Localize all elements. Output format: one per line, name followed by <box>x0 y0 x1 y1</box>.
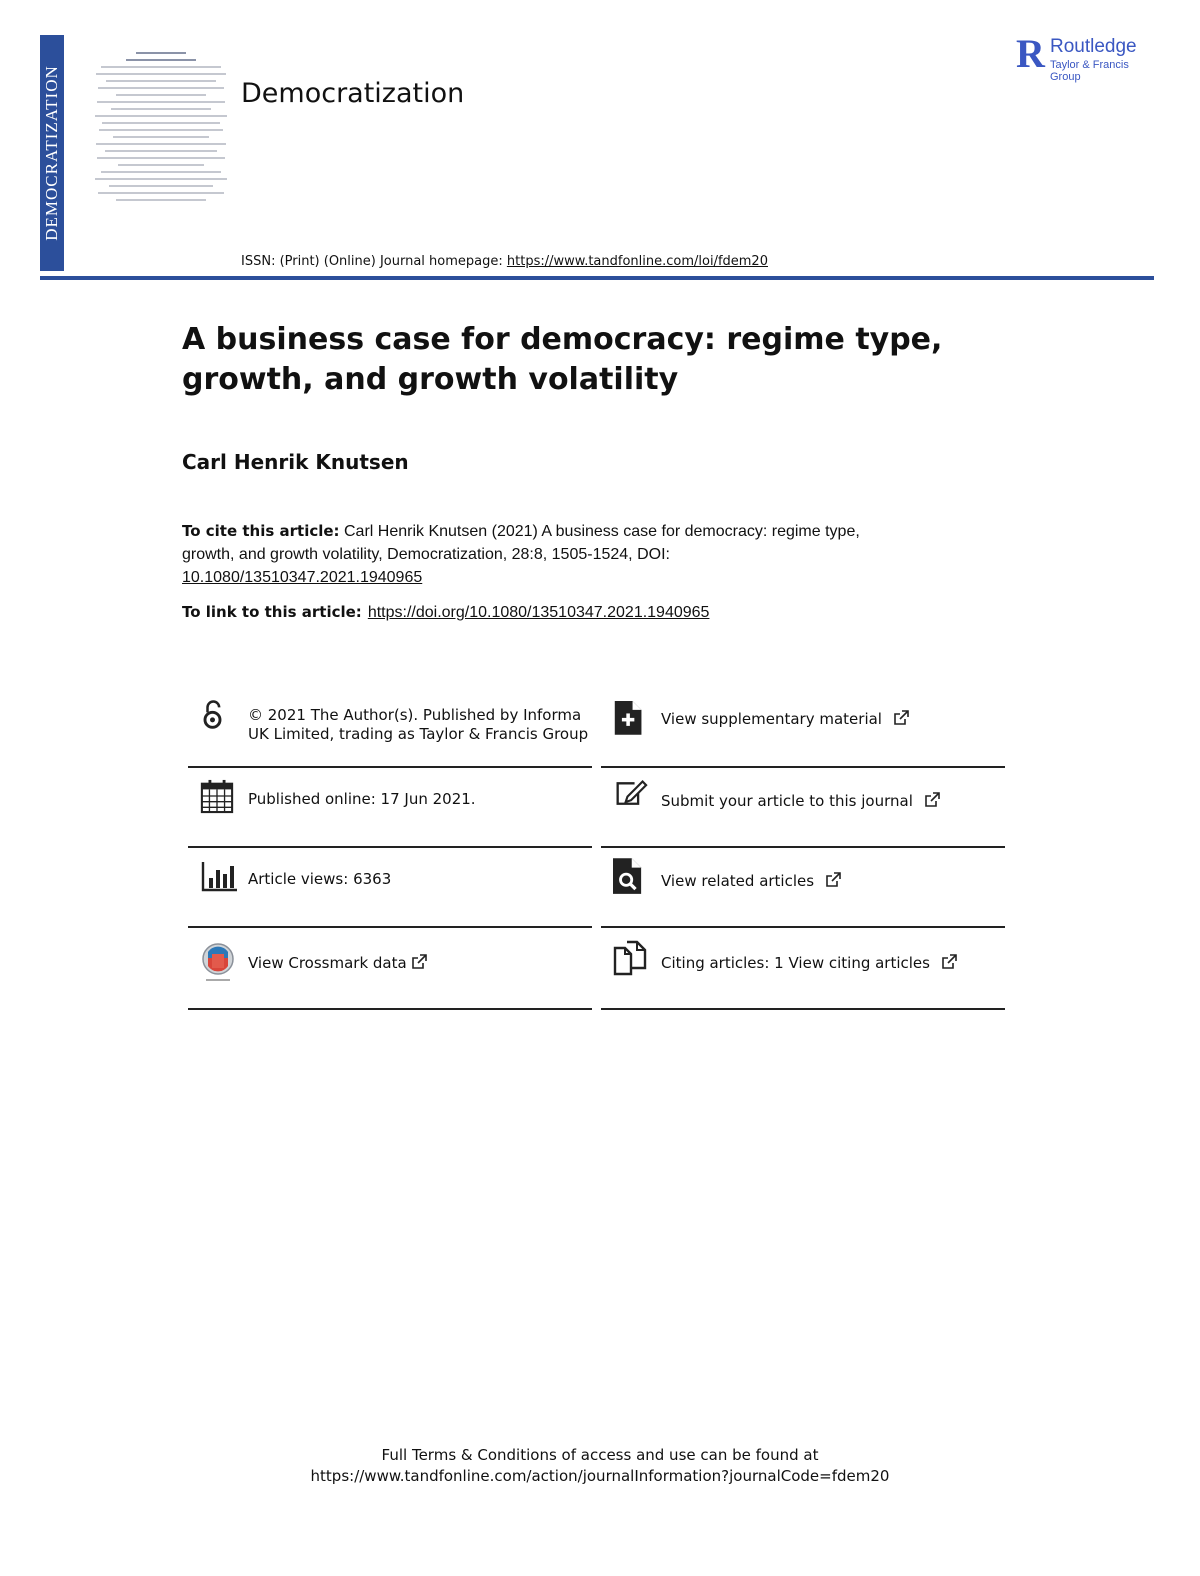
bar-chart-icon <box>200 860 238 892</box>
header-divider <box>40 276 1154 280</box>
crossmark-link[interactable] <box>248 954 592 973</box>
cell-divider <box>188 766 592 768</box>
views-cell <box>188 850 592 930</box>
external-link-icon <box>941 954 957 970</box>
external-link-icon <box>825 872 841 888</box>
supplementary-link[interactable] <box>661 710 1005 729</box>
related-label: View related articles <box>661 872 815 890</box>
published-date: Published online: 17 Jun 2021. <box>248 790 476 808</box>
cell-divider <box>601 926 1005 928</box>
crossmark-cell[interactable] <box>188 930 592 1010</box>
issn-line <box>241 254 768 269</box>
external-link-icon <box>893 710 909 726</box>
license-cell <box>188 690 592 770</box>
crossmark-icon <box>200 942 236 982</box>
external-link-icon <box>411 954 427 970</box>
cell-divider <box>188 846 592 848</box>
citation-block <box>182 520 882 589</box>
submit-cell[interactable] <box>601 770 1005 850</box>
publisher-logo <box>1016 31 1156 83</box>
cell-divider <box>601 846 1005 848</box>
open-access-icon <box>200 696 230 732</box>
cover-spine <box>40 35 64 271</box>
crossmark-label: View Crossmark data <box>248 954 407 972</box>
citing-cell[interactable] <box>601 930 1005 1010</box>
issn-text: ISSN: (Print) (Online) Journal homepage: <box>241 254 507 269</box>
footer-terms-url[interactable]: https://www.tandfonline.com/action/journalInformation?journalCode=fdem20 <box>310 1467 890 1485</box>
journal-title: Democratization <box>241 78 465 109</box>
citing-label: Citing articles: 1 View citing articles <box>661 954 930 972</box>
footer-terms-text: Full Terms & Conditions of access and use can be found at <box>381 1446 819 1464</box>
external-link-icon <box>924 792 940 808</box>
submit-label: Submit your article to this journal <box>661 792 913 810</box>
supplementary-cell[interactable] <box>601 690 1005 770</box>
submit-article-link[interactable] <box>661 792 1005 811</box>
related-cell[interactable] <box>601 850 1005 930</box>
journal-homepage-link[interactable]: https://www.tandfonline.com/loi/fdem20 <box>506 254 768 269</box>
cell-divider <box>601 766 1005 768</box>
article-views: Article views: 6363 <box>248 870 392 888</box>
search-document-icon <box>613 858 643 894</box>
link-label: To link to this article: <box>182 603 362 621</box>
cell-divider <box>601 1008 1005 1010</box>
journal-cover-thumbnail <box>40 35 200 271</box>
cell-divider <box>188 1008 592 1010</box>
license-text: © 2021 The Author(s). Published by Informa UK Limited, trading as Taylor & Francis Group <box>248 706 589 743</box>
article-link-block <box>182 603 709 622</box>
publisher-name: Routledge <box>1050 36 1137 57</box>
calendar-icon <box>200 778 234 814</box>
publisher-r-icon: R <box>1016 31 1045 76</box>
cite-text: Carl Henrik Knutsen (2021) A business case for democracy: regime type, growth, and growth volatility, Democratization, 28:8, 1505-1524, DOI: <box>182 523 860 563</box>
cover-contents-lines <box>88 47 234 206</box>
cite-label: To cite this article: <box>182 522 340 540</box>
add-document-icon <box>613 698 645 736</box>
edit-icon <box>613 778 649 810</box>
copy-documents-icon <box>613 940 649 976</box>
related-articles-link[interactable] <box>661 872 1005 891</box>
cover-spine-text: DEMOCRATIZATION <box>42 65 61 241</box>
article-doi-link[interactable]: https://doi.org/10.1080/13510347.2021.1940965 <box>367 604 710 621</box>
publisher-group: Taylor & Francis Group <box>1050 59 1129 83</box>
citing-articles-link[interactable] <box>661 954 1005 973</box>
article-title: A business case for democracy: regime type, growth, and growth volatility <box>182 322 943 397</box>
cite-doi-link[interactable]: 10.1080/13510347.2021.1940965 <box>182 569 423 586</box>
published-cell <box>188 770 592 850</box>
article-author: Carl Henrik Knutsen <box>182 450 409 474</box>
supplementary-label: View supplementary material <box>661 710 882 728</box>
cell-divider <box>188 926 592 928</box>
footer <box>0 1445 1200 1487</box>
